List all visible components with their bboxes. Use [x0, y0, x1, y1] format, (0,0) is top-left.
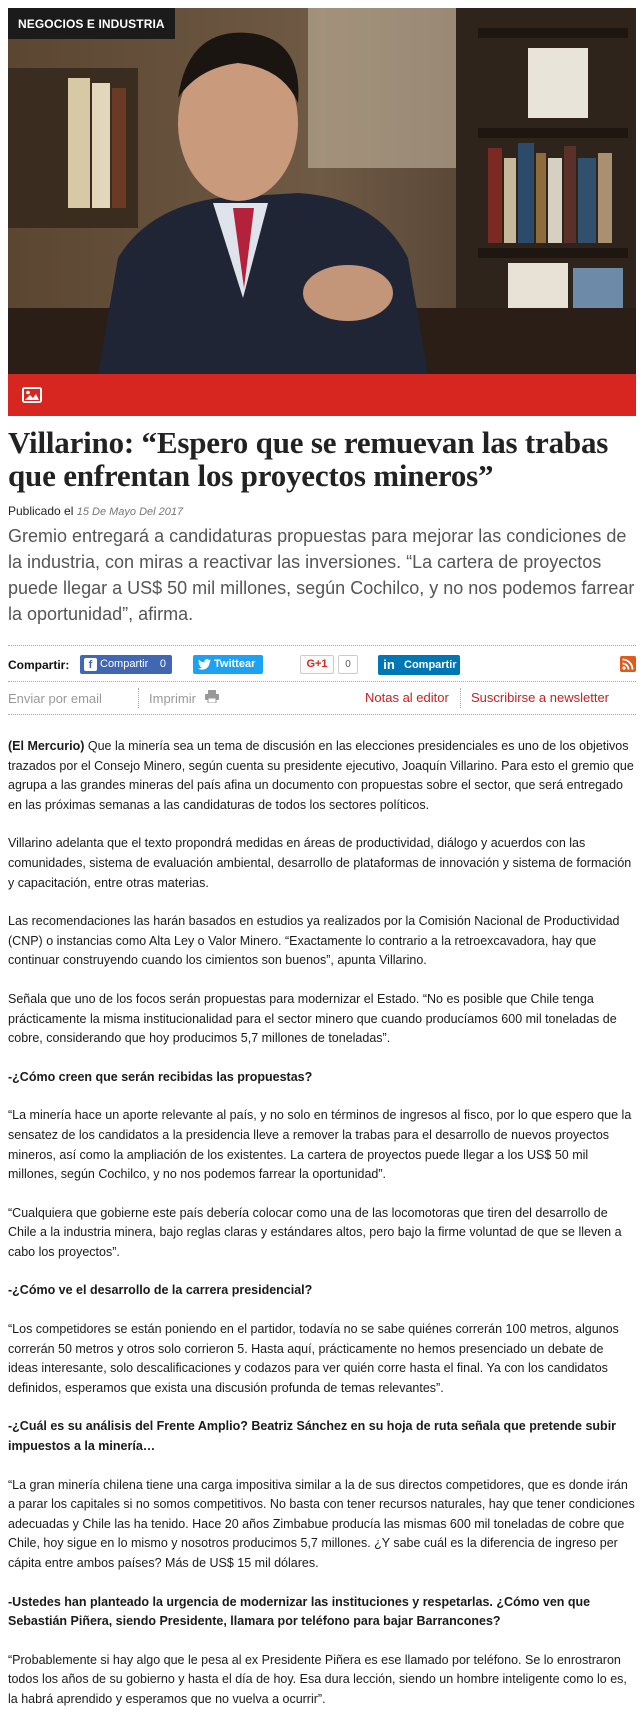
googleplus-button[interactable]: G+1 [300, 655, 334, 674]
interview-question: -Ustedes han planteado la urgencia de modernizar las instituciones y respetarlas. ¿Cómo ven que Sebastián Piñera, siendo Presidente, llamara por teléfono para bajar Barrancones? [8, 1594, 591, 1629]
facebook-share-count: 0 [159, 658, 166, 670]
source-label: (El Mercurio) [8, 739, 85, 753]
article-container [8, 8, 636, 1729]
published-date: 15 De Mayo Del 2017 [76, 506, 184, 518]
print-label: Imprimir [149, 691, 196, 706]
facebook-icon: f [84, 658, 97, 671]
published-label: Publicado el [8, 504, 74, 518]
interview-question: -¿Cómo creen que serán recibidas las propuestas? [8, 1069, 313, 1084]
notes-to-editor-link[interactable]: Notas al editor [365, 690, 449, 705]
rss-icon[interactable] [620, 656, 636, 672]
linkedin-share-label: Compartir [404, 659, 457, 671]
interview-question: -¿Cuál es su análisis del Frente Amplio? Beatriz Sánchez en su hoja de ruta señala que pretende subir impuestos a la minería… [8, 1419, 617, 1454]
body-paragraph: “Probablemente si hay algo que le pesa al ex Presidente Piñera es ese llamado por teléfono. Se lo enrostraron todos los años de su gobierno y hasta el día de hoy. Esa dura lección, siendo un hombre inteligente como lo es, la habrá aprendido y esperamos que no vuelva a ocurrir”. [8, 1652, 627, 1706]
gallery-icon[interactable] [22, 387, 42, 403]
facebook-share-button[interactable] [80, 655, 172, 674]
body-paragraph: “La gran minería chilena tiene una carga impositiva similar a la de sus directos competidores, que es donde irán a parar los capitales si no somos competitivos. No basta con tener recursos naturales, hay que tener condiciones adecuadas y Chile las ha tenido. Hace 20 años Zimbabue producía las mismas 600 mil toneladas de cobre que Chile, hoy sigue en lo mismo y nosotros producimos 5,7 millones. ¿Y sabe cuál es la diferencia de ingreso per cápita entre ambos países? Más de US$ 15 mil dólares. [8, 1477, 635, 1570]
twitter-share-label: Twittear [214, 658, 256, 670]
body-paragraph [8, 737, 636, 815]
googleplus-count: 0 [338, 655, 358, 674]
send-email-link[interactable]: Enviar por email [8, 691, 102, 706]
printer-icon [205, 690, 219, 703]
article-lead: Gremio entregará a candidaturas propuestas para mejorar las condiciones de la industria, con miras a reactivar las inversiones. “La cartera de proyectos puede llegar a US$ 50 mil millones, según Cochilco, y no nos podemos farrear la oportunidad”, afirma. [8, 526, 635, 624]
twitter-bird-icon [198, 659, 211, 670]
body-paragraph: “Los competidores se están poniendo en el partidor, todavía no se sabe quiénes correrán 100 metros, algunos correrán 50 metros y otros solo corrieron 5. Hasta aquí, prácticamente no hemos presenciado un debate de ideas interesante, solo descalificaciones y codazos para ver quién corre hasta el final. Ya con los candidatos definidos, esperamos que exista una discusión profunda de temas relevantes”. [8, 1322, 619, 1395]
body-paragraph: Señala que uno de los focos serán propuestas para modernizar el Estado. “No es posible que Chile tenga prácticamente la misma institucionalidad para el sector minero que cuando producíamos 600 mil toneladas de cobre, considerando que hoy producimos 5,7 millones de toneladas”. [8, 991, 617, 1046]
body-text: Que la minería sea un tema de discusión en las elecciones presidenciales es uno de los objetivos trazados por el Consejo Minero, según cuenta su presidente ejecutivo, Joaquín Villarino. Para esto el gremio que agrupa a las grandes mineras del país afina un documento con propuestas sobre el sector, que será entregado en las próximas semanas a las candidaturas de todos los sectores políticos. [8, 739, 634, 812]
article-actions [8, 681, 636, 715]
share-bar [8, 645, 636, 681]
linkedin-share-button[interactable] [378, 655, 460, 675]
print-link[interactable] [149, 691, 196, 706]
linkedin-icon: in [383, 657, 395, 672]
body-paragraph: Villarino adelanta que el texto propondrá medidas en áreas de productividad, diálogo y acuerdos con las comunidades, sistema de evaluación ambiental, desarrollo de plataformas de innovación y sistema de formación y capacitación, entre otras materias. [8, 836, 632, 890]
twitter-share-button[interactable] [193, 655, 263, 674]
divider [138, 688, 139, 708]
share-label: Compartir: [8, 658, 70, 672]
section-tag[interactable]: NEGOCIOS E INDUSTRIA [8, 8, 175, 39]
body-paragraph: “Cualquiera que gobierne este país debería colocar como una de las locomotoras que tiren del desarrollo de Chile a la industria minera, bajo reglas claras y estándares altos, pero bajo la firme voluntad de que se lleven a cabo los proyectos”. [8, 1205, 622, 1259]
body-paragraph: “La minería hace un aporte relevante al país, y no solo en términos de ingresos al fisco, por lo que espero que la sensatez de los candidatos a la presidencia lleve a remover la trabas para el desarrollo de nuevos proyectos mineros, así como la ampliación de los existentes. La cartera de proyectos puede llegar a los US$ 50 mil millones, según Cochilco, y no nos podemos farrear la oportunidad”. [8, 1108, 632, 1182]
divider [460, 688, 461, 708]
article-title: Villarino: “Espero que se remuevan las trabas que enfrentan los proyectos mineros” [8, 425, 609, 493]
newsletter-subscribe-link[interactable]: Suscribirse a newsletter [471, 690, 609, 705]
hero-photo[interactable] [8, 8, 636, 374]
interview-question: -¿Cómo ve el desarrollo de la carrera presidencial? [8, 1283, 313, 1298]
body-paragraph: Las recomendaciones las harán basados en estudios ya realizados por la Comisión Nacional de Productividad (CNP) o instancias como Alta Ley o Valor Minero. “Exactamente lo contrario a la retroexcavadora, hay que continuar construyendo cuando los cimientos son buenos”, apunta Villarino. [8, 914, 620, 968]
article-body [8, 737, 636, 1710]
hero-photo-illustration [8, 8, 636, 374]
facebook-share-label: Compartir [100, 658, 149, 670]
gallery-bar[interactable] [8, 374, 636, 416]
published-line [8, 504, 636, 518]
